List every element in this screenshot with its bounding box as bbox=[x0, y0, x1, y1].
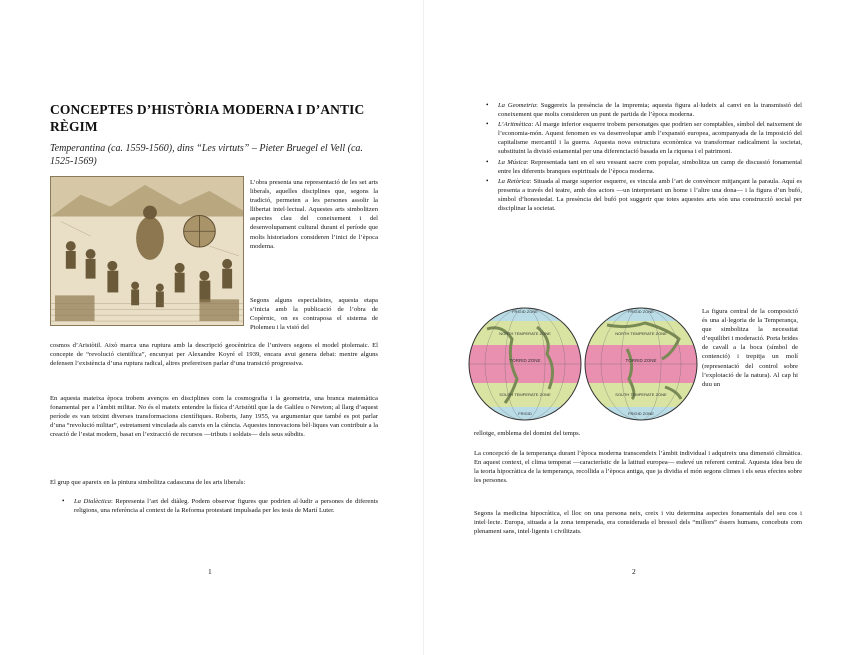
globe-label: FRIGID ZONE bbox=[628, 309, 654, 314]
bullet-icon: • bbox=[486, 176, 489, 185]
list-item: • La Retòrica: Situada al marge superior esquerre, es vincula amb l’art de convèncer mitjançant la paraula. Aquí es presenta a través del teatre, amb dos actors —un interpretant un home i l’altre una dona— i la figura d’un bufó, símbol d’honestedat. La presència del bufó pot suggerir que totes aquestes arts són una construcció social per disciplinar la societat. bbox=[486, 176, 802, 213]
globe-label: TORRID ZONE bbox=[625, 358, 657, 363]
intro-paragraph: L’obra presenta una representació de les set arts liberals, aquelles disciplines que, segons la tradició, permeten a les persones assolir la llibertat intel·lectual. Aquestes arts simbolitzen aspectes clau del coneixement i del desenvolupament cultural durant el període que molts historiadors consideren l’inici de l’època moderna. bbox=[250, 179, 378, 250]
globe-label: SOUTH TEMPERATE ZONE bbox=[499, 392, 551, 397]
right-bullet-list bbox=[486, 101, 802, 214]
globe-label: FRIGID bbox=[518, 411, 532, 416]
globe-label: FRIGID ZONE bbox=[628, 411, 654, 416]
second-paragraph-part-b: cosmos d’Aristòtil. Això marca una ruptura amb la descripció geocèntrica de l’univers segons el model ptolemaic. El concepte de “revolució científica”, encunyat per Alexandre Koyré el 1939, encara avui genera debat: mentre alguns defensen l’existència d’una ruptura radical, altres prefereixen parlar d’una transició progressiva. bbox=[50, 342, 378, 368]
fourth-paragraph: El grup que apareix en la pintura simbolitza cadascuna de les arts liberals: bbox=[50, 479, 246, 486]
left-bullet-list bbox=[62, 497, 378, 516]
globe-label: SOUTH TEMPERATE ZONE bbox=[615, 392, 667, 397]
list-item: • La Geometria: Suggereix la presència de la impremta; aquesta figura al·ludeix al canvi en la transmissió del coneixement que molts consideren un punt de partida de l’època moderna. bbox=[486, 101, 802, 119]
globe-label: NORTH TEMPERATE ZONE bbox=[615, 331, 667, 336]
third-paragraph: En aquesta mateixa època trobem avenços en disciplines com la cosmografia i la geometria, una branca matemàtica fonamental per a l’àmbit militar. No és el mateix entendre la física d’Aristòtil que la de Galileu o Newton; al llarg d’aquest període es van teixint diverses transformacions científiques. Roberts, Jany 1955, va argumentar que també es pot parlar d’una “revolució militar”, estretament vinculada als canvis en la ciència. Aquestes innovacions bèl·liques van contribuir a la creació de l’estat modern, basat en l’extracció de recursos —tributs i soldats— dels seus súbdits. bbox=[50, 395, 378, 439]
second-paragraph-part-a: Segons alguns especialistes, aquesta etapa s’inicia amb la publicació de l’obra de Copèrnic, on es contraposa el sistema de Ptolemeu i la visió del bbox=[250, 297, 378, 332]
list-item: • La Música: Representada tant en el seu vessant sacre com popular, simbolitza un camp de discussió fonamental entre les diferents branques espirituals de l’època moderna. bbox=[486, 157, 802, 175]
climate-zones-globe-image bbox=[467, 299, 700, 429]
list-item: • La Dialèctica: Representa l’art del diàleg. Podem observar figures que podrien al·ludir a persones de diferents religions, una referència al context de la Reforma protestant impulsada per les tesis de Martí Luter. bbox=[62, 497, 379, 515]
globe-label: NORTH TEMPERATE ZONE bbox=[499, 331, 551, 336]
list-item: • L’Aritmètica: Al marge inferior esquerre trobem personatges que podrien ser comptables, símbol del naixement de l’economia-món. Aquest fenomen es va desenvolupar amb l’expansió europea, acompanyada de la imposició del capitalisme mercantil i la guerra. Aquesta nova estructura econòmica va transformar radicalment la societat, substituint la divisió estamental per una diferenciació basada en la riquesa i el patrimoni. bbox=[486, 120, 802, 156]
bullet-icon: • bbox=[486, 157, 489, 166]
globe-label: TORRID ZONE bbox=[509, 358, 541, 363]
globe-caption-part-b: rellotge, emblema del domini del temps. bbox=[474, 430, 581, 437]
document-title: CONCEPTES D’HISTÒRIA MODERNA I D’ANTIC RÈGIM bbox=[50, 102, 365, 134]
painting-caption: Temperantina (ca. 1559-1560), dins “Les virtuts” – Pieter Bruegel el Vell (ca. 1525-1569) bbox=[50, 143, 363, 167]
globe-label: FRIGID ZONE bbox=[512, 309, 538, 314]
bullet-icon: • bbox=[62, 497, 65, 505]
page-number: 2 bbox=[632, 567, 636, 576]
bullet-icon: • bbox=[486, 101, 489, 109]
page-number: 1 bbox=[208, 567, 212, 576]
hippocratic-paragraph: Segons la medicina hipocràtica, el lloc on una persona neix, creix i viu determina aspectes fonamentals del seu cos i intel·lecte. Europa, situada a la zona temperada, era considerada el bressol dels “millors” éssers humans, concebuts com plenament sans, intel·ligents i civilitzats. bbox=[474, 510, 802, 536]
bullet-icon: • bbox=[486, 120, 489, 129]
bruegel-engraving-image bbox=[50, 176, 244, 326]
globe-caption-part-a: La figura central de la composició és una al·legoria de la Temperança, que simbolitza la necessitat d’equilibri i moderació. Porta brides de cavall a la boca (símbol de contenció) i trepitja un molí (representació del control sobre l’explotació de la natura). Al cap hi duu un bbox=[702, 308, 798, 388]
temperance-paragraph: La concepció de la temperança durant l’època moderna transcendeix l’àmbit individual i adquireix una dimensió climàtica. En aquest context, el clima temperat —característic de la latitud europea— esdevé un referent central. Aquesta idea beu de la teoria hipocràtica de la temperança, recollida a l’època antiga, que ja dividia el món segons climes i els seus efectes sobre les persones. bbox=[474, 450, 802, 485]
